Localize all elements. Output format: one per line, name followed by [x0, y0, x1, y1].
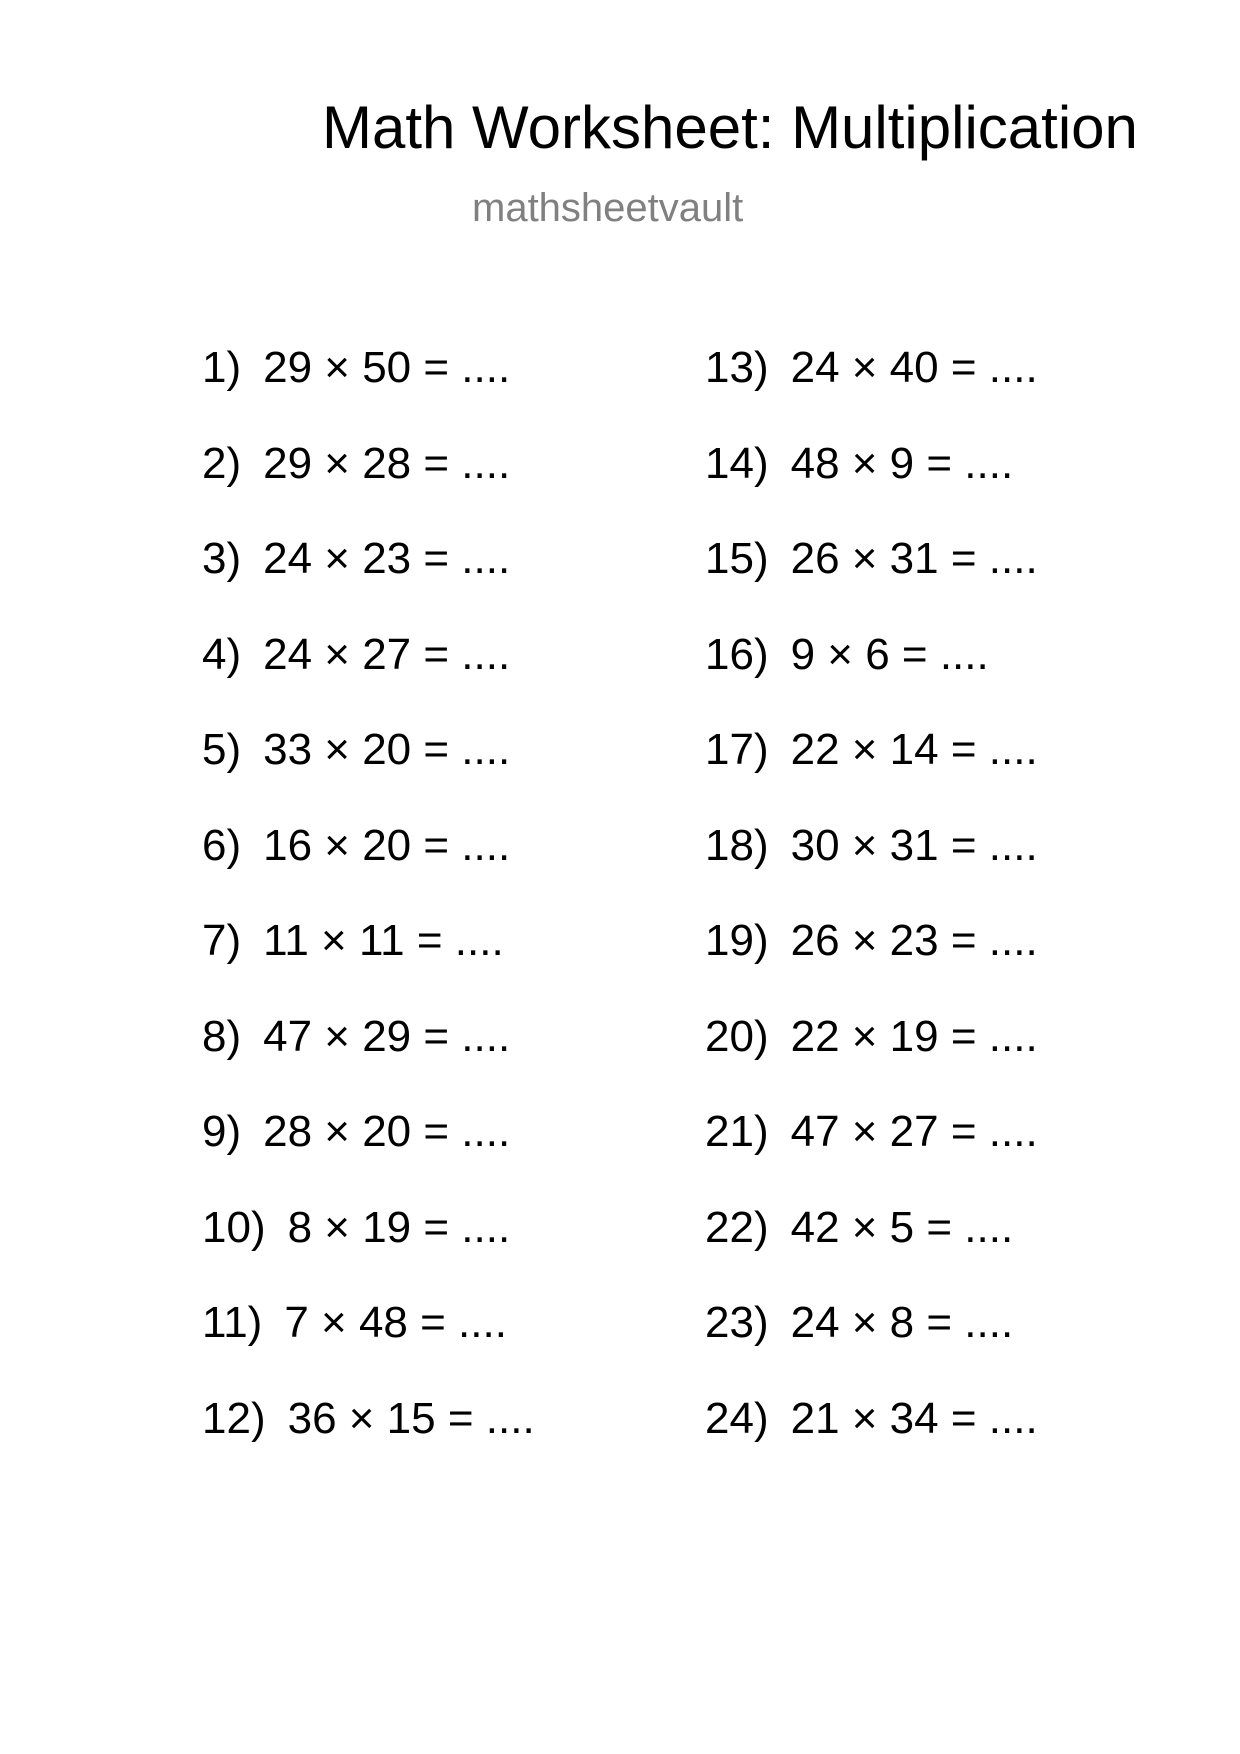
- problem-item: [705, 438, 1038, 538]
- problem-expression: 48 × 9 = ....: [790, 438, 1014, 488]
- problem-item: [705, 629, 1038, 729]
- problem-expression: 29 × 50 = ....: [263, 343, 511, 392]
- problem-item: [705, 725, 1038, 824]
- problem-item: [202, 1298, 535, 1397]
- problem-number: 10): [202, 1202, 266, 1252]
- problem-item: [202, 534, 535, 633]
- problem-expression: 24 × 27 = ....: [263, 629, 511, 679]
- problem-expression: 47 × 29 = ....: [263, 1011, 511, 1061]
- problem-expression: 21 × 34 = ....: [790, 1393, 1038, 1443]
- problem-number: 18): [705, 820, 769, 870]
- problem-expression: 24 × 8 = ....: [790, 1298, 1014, 1347]
- problem-item: [705, 820, 1038, 920]
- problem-item: [705, 1011, 1038, 1111]
- problem-item: [202, 1107, 535, 1206]
- problem-expression: 26 × 31 = ....: [790, 534, 1038, 583]
- problem-number: 17): [705, 725, 769, 774]
- problem-item: [202, 1202, 535, 1302]
- problem-number: 22): [705, 1202, 769, 1252]
- problem-item: [202, 1393, 535, 1493]
- problem-expression: 22 × 19 = ....: [790, 1011, 1038, 1061]
- problem-expression: 7 × 48 = ....: [284, 1298, 507, 1347]
- problem-number: 14): [705, 438, 769, 488]
- problem-expression: 26 × 23 = ....: [790, 916, 1038, 965]
- problem-item: [202, 1011, 535, 1111]
- problem-expression: 29 × 28 = ....: [263, 438, 511, 488]
- problem-item: [705, 343, 1038, 442]
- problem-number: 11): [202, 1298, 263, 1347]
- worksheet-subtitle: mathsheetvault: [472, 186, 744, 230]
- problem-expression: 28 × 20 = ....: [263, 1107, 511, 1156]
- problem-number: 9): [202, 1107, 242, 1156]
- problem-expression: 47 × 27 = ....: [790, 1107, 1038, 1156]
- problem-number: 20): [705, 1011, 769, 1061]
- problem-number: 6): [202, 820, 242, 870]
- problems-column-left: [202, 343, 535, 1492]
- problem-item: [705, 1107, 1038, 1206]
- problem-expression: 24 × 23 = ....: [263, 534, 511, 583]
- problem-expression: 42 × 5 = ....: [790, 1202, 1014, 1252]
- problem-item: [202, 629, 535, 729]
- problem-item: [705, 1202, 1038, 1302]
- problem-expression: 8 × 19 = ....: [287, 1202, 511, 1252]
- problem-number: 24): [705, 1393, 769, 1443]
- problem-number: 15): [705, 534, 769, 583]
- problem-number: 16): [705, 629, 769, 679]
- problem-item: [202, 820, 535, 920]
- worksheet-title: Math Worksheet: Multiplication: [322, 94, 1138, 161]
- problem-number: 5): [202, 725, 242, 774]
- problem-number: 1): [202, 343, 242, 392]
- problem-number: 23): [705, 1298, 769, 1347]
- problems-column-right: [705, 343, 1038, 1492]
- problem-expression: 9 × 6 = ....: [790, 629, 989, 679]
- problem-number: 13): [705, 343, 769, 392]
- problem-number: 3): [202, 534, 242, 583]
- problem-expression: 11 × 11 = ....: [263, 916, 504, 965]
- problem-number: 4): [202, 629, 242, 679]
- problem-item: [705, 1393, 1038, 1493]
- problem-item: [202, 343, 535, 442]
- problem-item: [202, 725, 535, 824]
- problem-item: [705, 1298, 1038, 1397]
- problem-number: 7): [202, 916, 242, 965]
- problem-number: 8): [202, 1011, 242, 1061]
- problem-number: 19): [705, 916, 769, 965]
- problem-expression: 30 × 31 = ....: [790, 820, 1038, 870]
- problem-item: [705, 534, 1038, 633]
- problem-number: 2): [202, 438, 242, 488]
- problem-expression: 22 × 14 = ....: [790, 725, 1038, 774]
- problem-item: [705, 916, 1038, 1015]
- problem-item: [202, 438, 535, 538]
- problem-number: 21): [705, 1107, 769, 1156]
- problem-expression: 16 × 20 = ....: [263, 820, 511, 870]
- problem-number: 12): [202, 1393, 266, 1443]
- problem-expression: 24 × 40 = ....: [790, 343, 1038, 392]
- problem-expression: 33 × 20 = ....: [263, 725, 511, 774]
- problem-expression: 36 × 15 = ....: [287, 1393, 535, 1443]
- problem-item: [202, 916, 535, 1015]
